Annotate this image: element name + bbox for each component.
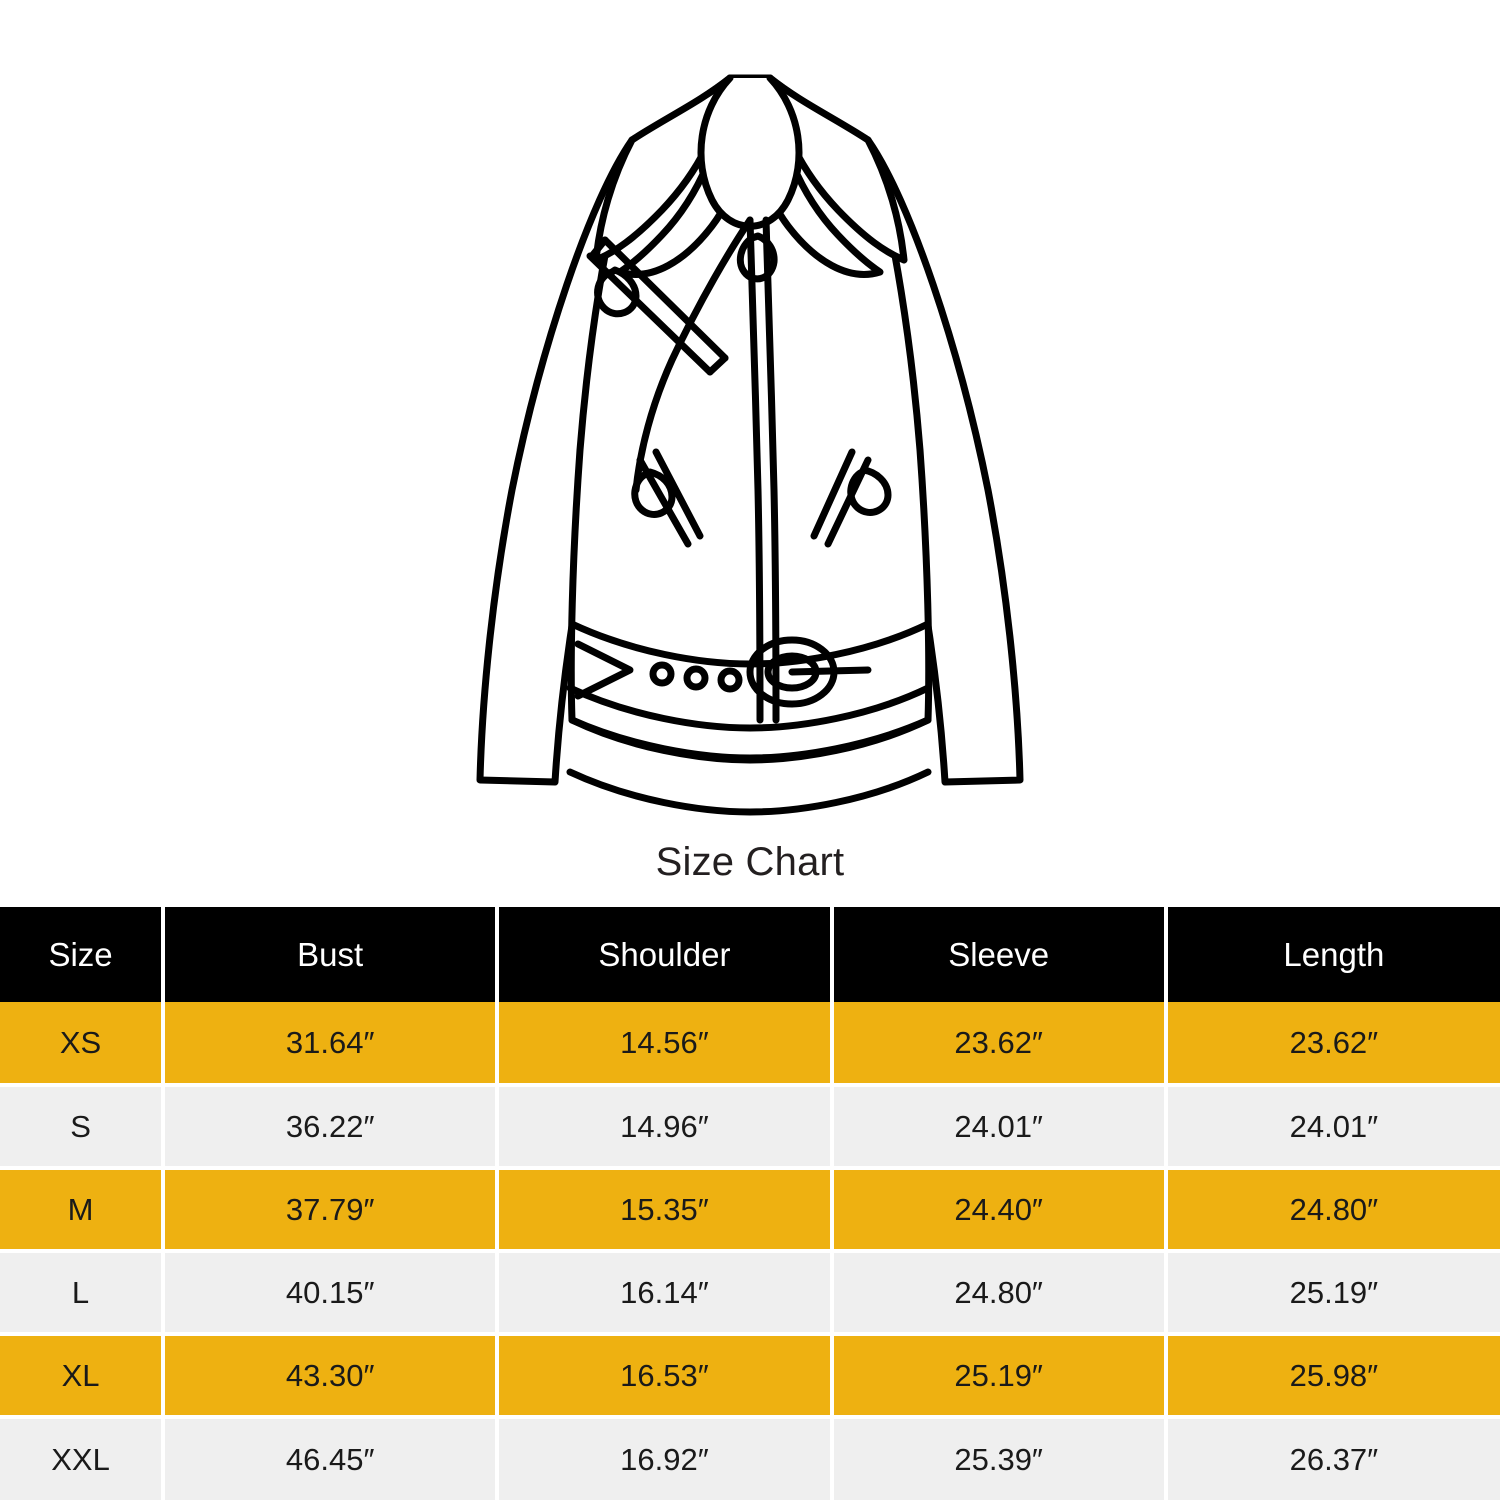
cell-bust: 31.64″ — [163, 1002, 497, 1085]
cell-size: S — [0, 1085, 163, 1168]
cell-size: XS — [0, 1002, 163, 1085]
cell-shoulder: 15.35″ — [497, 1168, 831, 1251]
cell-length: 25.98″ — [1166, 1334, 1500, 1417]
cell-size: XXL — [0, 1417, 163, 1500]
size-chart-table-wrap — [0, 907, 1500, 1500]
cell-shoulder: 14.56″ — [497, 1002, 831, 1085]
table-header-row — [0, 907, 1500, 1002]
cell-length: 24.80″ — [1166, 1168, 1500, 1251]
column-header-shoulder: Shoulder — [497, 907, 831, 1002]
cell-size: L — [0, 1251, 163, 1334]
table-row — [0, 1334, 1500, 1417]
cell-size: M — [0, 1168, 163, 1251]
column-header-bust: Bust — [163, 907, 497, 1002]
cell-length: 24.01″ — [1166, 1085, 1500, 1168]
column-header-length: Length — [1166, 907, 1500, 1002]
chart-title: Size Chart — [655, 840, 845, 884]
table-row — [0, 1002, 1500, 1085]
cell-sleeve: 25.19″ — [832, 1334, 1166, 1417]
column-header-sleeve: Sleeve — [832, 907, 1166, 1002]
cell-length: 26.37″ — [1166, 1417, 1500, 1500]
cell-shoulder: 14.96″ — [497, 1085, 831, 1168]
cell-bust: 40.15″ — [163, 1251, 497, 1334]
cell-length: 25.19″ — [1166, 1251, 1500, 1334]
table-row — [0, 1085, 1500, 1168]
cell-bust: 46.45″ — [163, 1417, 497, 1500]
table-row — [0, 1417, 1500, 1500]
cell-sleeve: 24.80″ — [832, 1251, 1166, 1334]
cell-sleeve: 24.40″ — [832, 1168, 1166, 1251]
size-chart-table — [0, 907, 1500, 1500]
cell-bust: 43.30″ — [163, 1334, 497, 1417]
cell-sleeve: 23.62″ — [832, 1002, 1166, 1085]
cell-shoulder: 16.53″ — [497, 1334, 831, 1417]
column-header-size: Size — [0, 907, 163, 1002]
biker-jacket-icon — [400, 20, 1100, 820]
cell-sleeve: 24.01″ — [832, 1085, 1166, 1168]
table-row — [0, 1251, 1500, 1334]
cell-bust: 37.79″ — [163, 1168, 497, 1251]
table-body — [0, 1002, 1500, 1500]
cell-shoulder: 16.92″ — [497, 1417, 831, 1500]
table-row — [0, 1168, 1500, 1251]
cell-sleeve: 25.39″ — [832, 1417, 1166, 1500]
cell-size: XL — [0, 1334, 163, 1417]
cell-length: 23.62″ — [1166, 1002, 1500, 1085]
table-header — [0, 907, 1500, 1002]
cell-shoulder: 16.14″ — [497, 1251, 831, 1334]
cell-bust: 36.22″ — [163, 1085, 497, 1168]
